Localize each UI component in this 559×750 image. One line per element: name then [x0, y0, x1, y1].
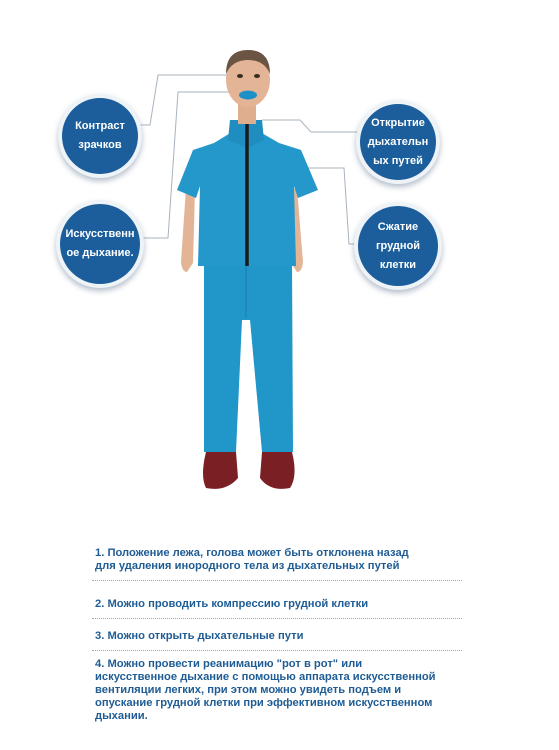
- right-shoe: [260, 452, 295, 489]
- callout-pupil-contrast: [62, 98, 138, 174]
- feature-item-3: 3. Можно открыть дыхательные пути: [95, 630, 304, 642]
- callout-breathing-label: Искусственн ое дыхание.: [65, 228, 135, 259]
- feature-item-1: 1. Положение лежа, голова может быть отклонена назад для удаления инородного тела из дыхательных путей: [95, 547, 409, 572]
- callout-airway-opening: [360, 104, 436, 180]
- feature-item-2: 2. Можно проводить компрессию грудной клетки: [95, 598, 369, 610]
- trousers: [204, 262, 293, 452]
- neck: [238, 104, 256, 124]
- feature-divider: [92, 618, 462, 619]
- feature-divider: [92, 580, 462, 581]
- callout-chest-label: Сжатие грудной клетки: [375, 220, 421, 271]
- left-shoe: [203, 452, 238, 489]
- callout-pupil-label: Контраст зрачков: [75, 120, 125, 151]
- left-arm: [181, 188, 195, 272]
- callout-artificial-breathing: [60, 204, 140, 284]
- callout-airway-label: Открытие дыхательн ых путей: [367, 116, 429, 167]
- feature-item-4: 4. Можно провести реанимацию "рот в рот" или искусственное дыхание с помощью аппарата искусственной вентиляции легких, при этом можно увидеть подъем и опускание грудной клетки при эффективном искусственном дыхании.: [95, 658, 436, 722]
- feature-divider: [92, 650, 462, 651]
- callout-chest-compression: [358, 206, 438, 286]
- mouth-piece: [239, 91, 257, 100]
